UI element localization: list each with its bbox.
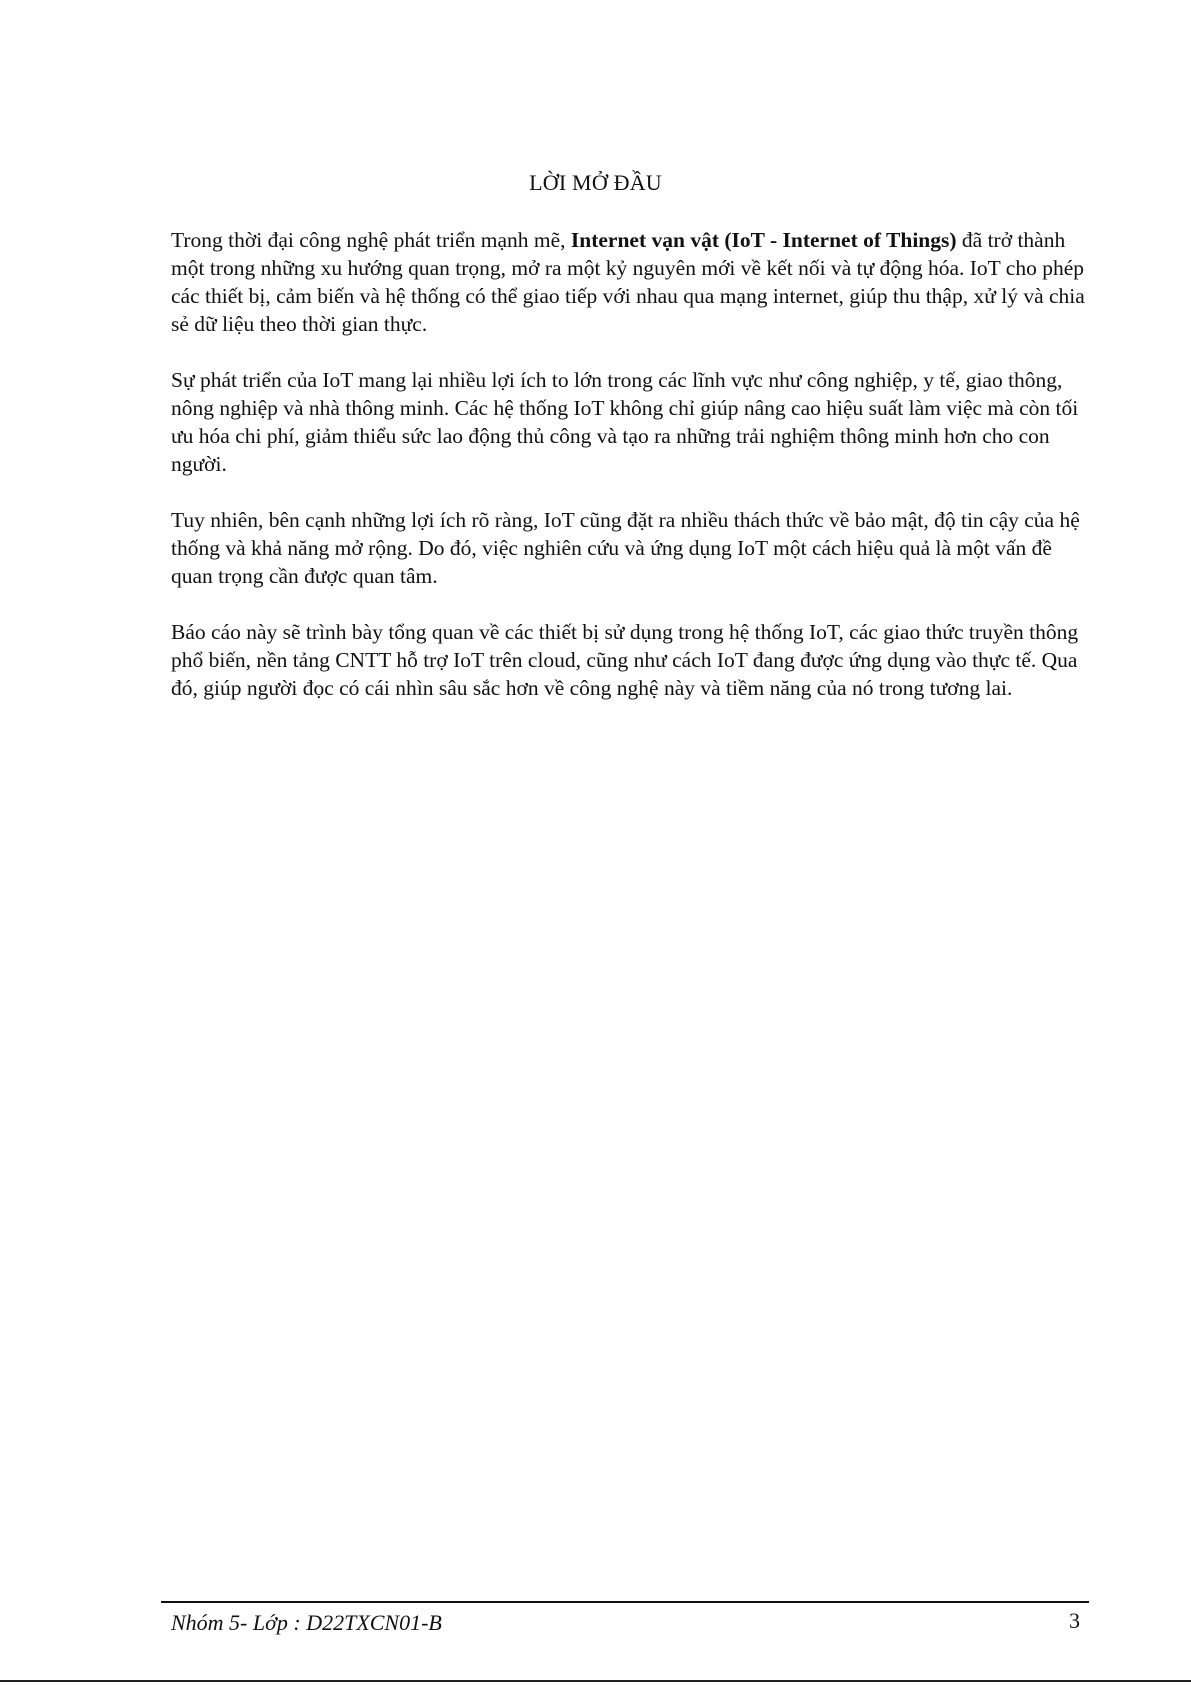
paragraph-1 [171,226,1087,338]
paragraph-4: Báo cáo này sẽ trình bày tổng quan về các thiết bị sử dụng trong hệ thống IoT, các giao thức truyền thông phổ biến, nền tảng CNTT hỗ trợ IoT trên cloud, cũng như cách IoT đang được ứng dụng vào thực tế. Qua đó, giúp người đọc có cái nhìn sâu sắc hơn về công nghệ này và tiềm năng của nó trong tương lai. [171,620,1079,700]
paragraph-1-rest: đã trở thành một trong những xu hướng quan trọng, mở ra một kỷ nguyên mới về kết nối và tự động hóa. IoT cho phép các thiết bị, cảm biến và hệ thống có thể giao tiếp với nhau qua mạng internet, giúp thu thập, xử lý và chia sẻ dữ liệu theo thời gian thực. [171,228,1085,336]
paragraph-2: Sự phát triển của IoT mang lại nhiều lợi ích to lớn trong các lĩnh vực như công nghiệp, y tế, giao thông, nông nghiệp và nhà thông minh. Các hệ thống IoT không chỉ giúp nâng cao hiệu suất làm việc mà còn tối ưu hóa chi phí, giảm thiểu sức lao động thủ công và tạo ra những trải nghiệm thông minh hơn cho con người. [171,368,1079,476]
page-bottom-edge [0,1680,1191,1682]
paragraph-3: Tuy nhiên, bên cạnh những lợi ích rõ ràng, IoT cũng đặt ra nhiều thách thức về bảo mật, độ tin cậy của hệ thống và khả năng mở rộng. Do đó, việc nghiên cứu và ứng dụng IoT một cách hiệu quả là một vấn đề quan trọng cần được quan tâm. [171,508,1080,588]
page-title: LỜI MỞ ĐẦU [529,170,662,195]
footer-divider [161,1601,1089,1603]
paragraph-1-bold-term: Internet vạn vật (IoT - Internet of Things) [570,228,957,252]
paragraph-1-intro: Trong thời đại công nghệ phát triển mạnh mẽ, [171,228,571,252]
body-text [171,226,1087,730]
footer-group-class: Nhóm 5- Lớp : D22TXCN01-B [171,1610,442,1635]
footer-page-number: 3 [1069,1608,1080,1633]
